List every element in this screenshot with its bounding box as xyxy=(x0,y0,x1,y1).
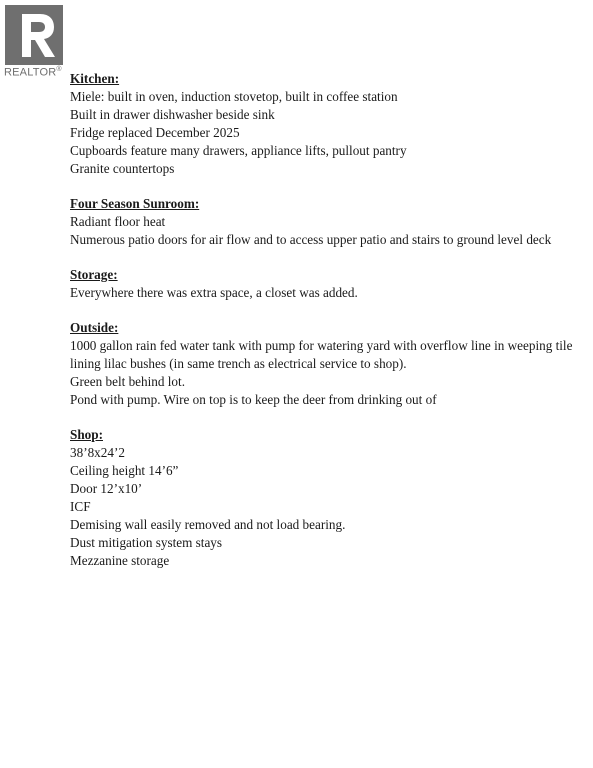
section-sunroom xyxy=(70,195,575,249)
realtor-r-icon xyxy=(5,5,63,65)
section-line: Pond with pump. Wire on top is to keep the deer from drinking out of xyxy=(70,392,437,407)
realtor-logo-icon xyxy=(5,5,63,65)
section-line: Everywhere there was extra space, a closet was added. xyxy=(70,285,358,300)
registered-mark: ® xyxy=(56,66,62,73)
section-line: ICF xyxy=(70,499,91,514)
section-line: Dust mitigation system stays xyxy=(70,535,223,550)
section-outside xyxy=(70,319,575,409)
section-line: Door 12’x10’ xyxy=(70,481,143,496)
section-kitchen xyxy=(70,70,575,178)
section-heading: Outside: xyxy=(70,320,119,335)
section-heading: Storage: xyxy=(70,267,118,282)
section-line: 1000 gallon rain fed water tank with pump for watering yard with overflow line in weeping tile lining lilac bushes (in same trench as electrical service to shop). xyxy=(70,338,573,371)
section-line: Green belt behind lot. xyxy=(70,374,185,389)
section-storage xyxy=(70,266,575,302)
section-line: 38’8x24’2 xyxy=(70,445,125,460)
listing-document xyxy=(70,70,575,587)
section-line: Ceiling height 14’6” xyxy=(70,463,179,478)
section-line: Granite countertops xyxy=(70,161,175,176)
realtor-logo-wordmark xyxy=(4,66,62,79)
section-line: Demising wall easily removed and not load bearing. xyxy=(70,517,346,532)
section-line: Miele: built in oven, induction stovetop, built in coffee station xyxy=(70,89,398,104)
section-line: Mezzanine storage xyxy=(70,553,170,568)
section-line: Cupboards feature many drawers, appliance lifts, pullout pantry xyxy=(70,143,407,158)
realtor-logo-text: REALTOR xyxy=(4,66,57,79)
section-heading: Shop: xyxy=(70,427,103,442)
section-line: Built in drawer dishwasher beside sink xyxy=(70,107,275,122)
section-line: Numerous patio doors for air flow and to access upper patio and stairs to ground level deck xyxy=(70,232,552,247)
section-shop xyxy=(70,426,575,570)
section-heading: Kitchen: xyxy=(70,71,120,86)
section-heading: Four Season Sunroom: xyxy=(70,196,200,211)
section-line: Fridge replaced December 2025 xyxy=(70,125,240,140)
section-line: Radiant floor heat xyxy=(70,214,166,229)
